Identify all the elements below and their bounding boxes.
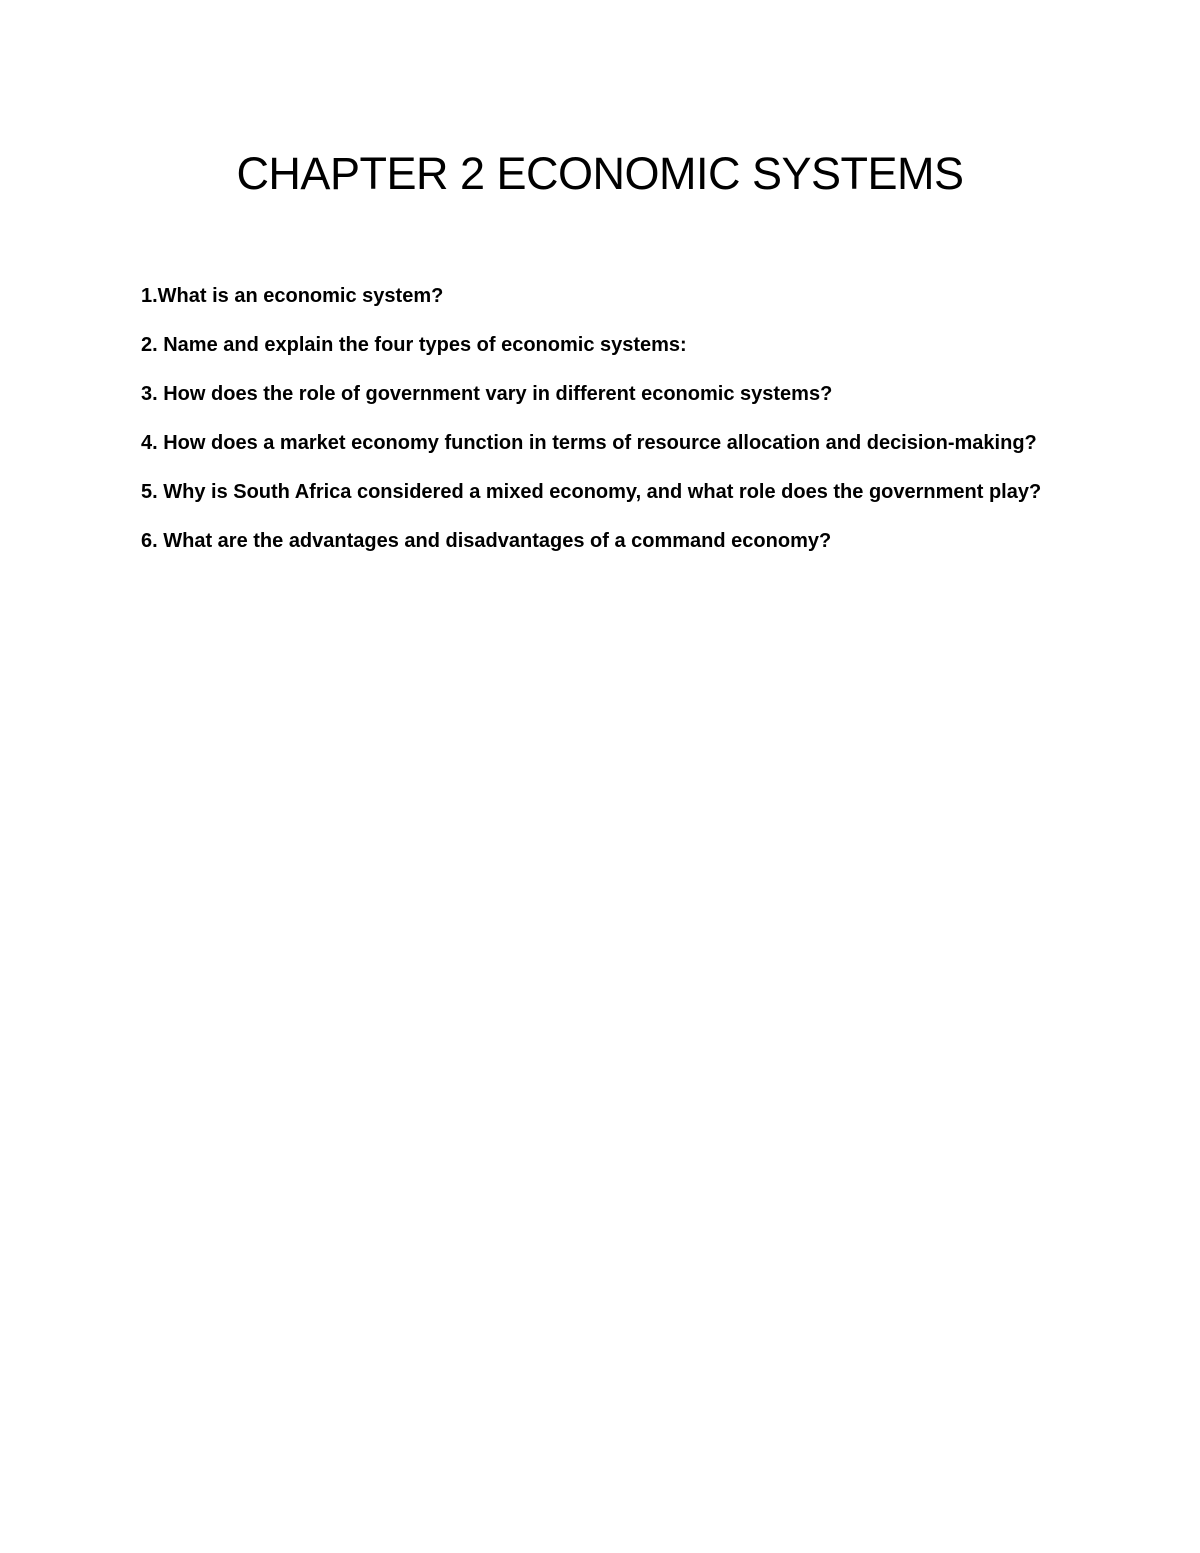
question-3: 3. How does the role of government vary in different economic systems? bbox=[141, 383, 833, 405]
question-5: 5. Why is South Africa considered a mixed economy, and what role does the government play? bbox=[141, 481, 1042, 503]
question-2: 2. Name and explain the four types of economic systems: bbox=[141, 334, 687, 356]
page-title: CHAPTER 2 ECONOMIC SYSTEMS bbox=[236, 148, 964, 199]
question-6: 6. What are the advantages and disadvantages of a command economy? bbox=[141, 530, 832, 552]
question-1: 1.What is an economic system? bbox=[141, 285, 444, 307]
question-list bbox=[141, 280, 1061, 574]
question-4: 4. How does a market economy function in terms of resource allocation and decision-making? bbox=[141, 432, 1037, 454]
